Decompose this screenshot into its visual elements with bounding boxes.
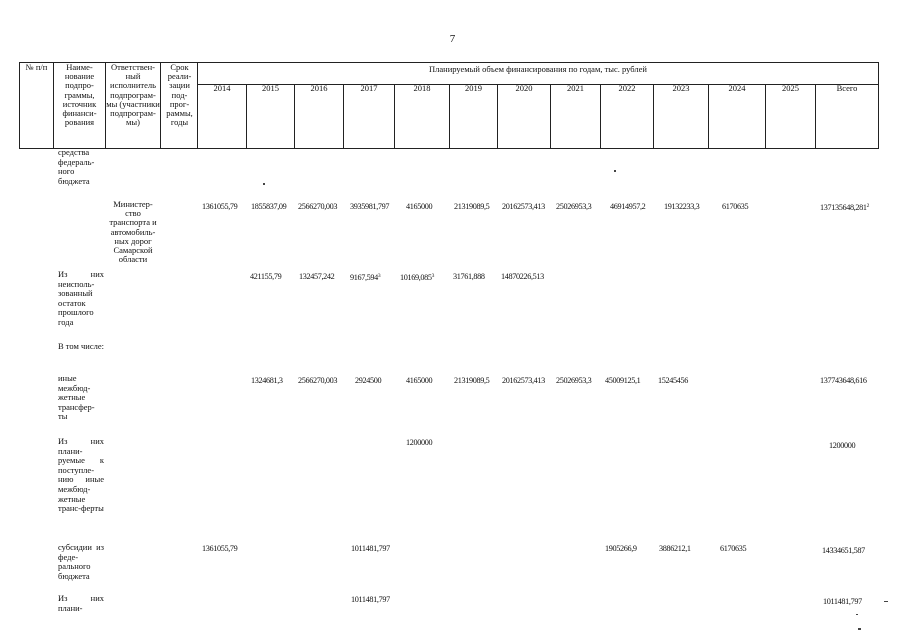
cell-total: 1200000 xyxy=(829,441,856,450)
cell-total: 1011481,797 xyxy=(823,597,862,606)
cell-2020: 14870226,513 xyxy=(501,272,544,281)
year-header: 2016 xyxy=(310,83,328,93)
cell-total: 137743648,616 xyxy=(820,376,867,385)
year-header: 2021 xyxy=(567,83,584,93)
responsible-ministry: Министер-ство транспорта и автомобиль-ных дорог Самарской области xyxy=(109,199,157,265)
footnote-mark: 3 xyxy=(431,273,435,279)
cell-2023: 3886212,1 xyxy=(659,544,691,553)
year-header: 2024 xyxy=(728,83,746,93)
year-header: 2025 xyxy=(782,83,799,93)
cell-total: 14334651,587 xyxy=(822,546,865,555)
year-header: 2022 xyxy=(618,83,636,93)
cell-2017: 1011481,797 xyxy=(351,544,390,553)
cell-2017: 1011481,797 xyxy=(351,595,390,604)
cell-2016: 2566270,003 xyxy=(298,202,338,211)
cell-2019: 21319089,5 xyxy=(454,202,490,211)
year-header: 2023 xyxy=(672,83,690,93)
cell-2022: 1905266,9 xyxy=(605,544,637,553)
cell-2022: 46914957,2 xyxy=(610,202,646,211)
header-plan: Планируемый объем финансирования по годам, тыс. рублей xyxy=(429,64,647,74)
cell-2023: 15245456 xyxy=(658,376,688,385)
cell-2017-value: 9167,594 xyxy=(350,273,378,282)
header-term: Срок реали-зации под-прог-раммы, годы xyxy=(166,62,193,128)
row-label-interbudget-transfers: иные межбюд-жетные трансфер-ты xyxy=(58,373,95,422)
cell-2016: 2566270,003 xyxy=(298,376,338,385)
cell-2018-value: 10169,085 xyxy=(400,273,432,282)
cell-2024: 6170635 xyxy=(722,202,749,211)
header-responsible: Ответствен-ный исполнитель подпрограм-мы (участники подпрограм-мы) xyxy=(106,62,160,128)
row-label-federal-funds: средства федераль-ного бюджета xyxy=(58,147,95,186)
cell-2018: 1200000 xyxy=(406,438,433,447)
row-label-of-which-planned: Из них плани- xyxy=(58,593,104,613)
year-header: 2017 xyxy=(360,83,378,93)
cell-2021: 25026953,3 xyxy=(556,202,592,211)
footnote-mark: 2 xyxy=(866,203,870,209)
cell-2018: 4165000 xyxy=(406,376,433,385)
cell-2015: 1324681,3 xyxy=(251,376,283,385)
cell-2019: 21319089,5 xyxy=(454,376,490,385)
cell-2017 xyxy=(350,272,380,283)
cell-2020: 20162573,413 xyxy=(502,202,545,211)
cell-2024: 6170635 xyxy=(720,544,747,553)
row-label-including: В том числе: xyxy=(58,341,104,351)
cell-2018 xyxy=(400,272,434,283)
row-label-federal-subsidies: субсидии из феде-рального бюджета xyxy=(58,542,104,581)
row-label-planned-transfers: Из них плани-руемые к поступле-нию иные межбюд-жетные транс-ферты xyxy=(58,436,104,514)
cell-2017: 3935981,797 xyxy=(350,202,390,211)
cell-total xyxy=(820,202,869,213)
cell-2014: 1361055,79 xyxy=(202,202,238,211)
header-name: Наиме-нование подпро-граммы, источник финанси-рования xyxy=(62,62,97,128)
cell-2022: 45009125,1 xyxy=(605,376,641,385)
cell-2021: 25026953,3 xyxy=(556,376,592,385)
header-num: № п/п xyxy=(25,62,48,72)
cell-2017: 2924500 xyxy=(355,376,382,385)
cell-2015: 1855837,09 xyxy=(251,202,287,211)
year-header-total: Всего xyxy=(836,83,858,93)
year-header: 2015 xyxy=(262,83,279,93)
cell-2015: 421155,79 xyxy=(250,272,282,281)
cell-2019: 31761,888 xyxy=(453,272,485,281)
cell-total-value: 137135648,281 xyxy=(820,203,867,212)
cell-2014: 1361055,79 xyxy=(202,544,238,553)
year-header: 2018 xyxy=(413,83,431,93)
cell-2016: 132457,242 xyxy=(299,272,335,281)
footnote-mark: 3 xyxy=(377,273,381,279)
row-label-unused-balance: Из них неисполь-зованный остаток прошлого года xyxy=(58,269,104,327)
year-header: 2020 xyxy=(515,83,533,93)
cell-2018: 4165000 xyxy=(406,202,433,211)
cell-2023: 19132233,3 xyxy=(664,202,700,211)
year-header: 2014 xyxy=(213,83,231,93)
page-number: 7 xyxy=(449,33,456,45)
cell-2020: 20162573,413 xyxy=(502,376,545,385)
year-header: 2019 xyxy=(465,83,482,93)
